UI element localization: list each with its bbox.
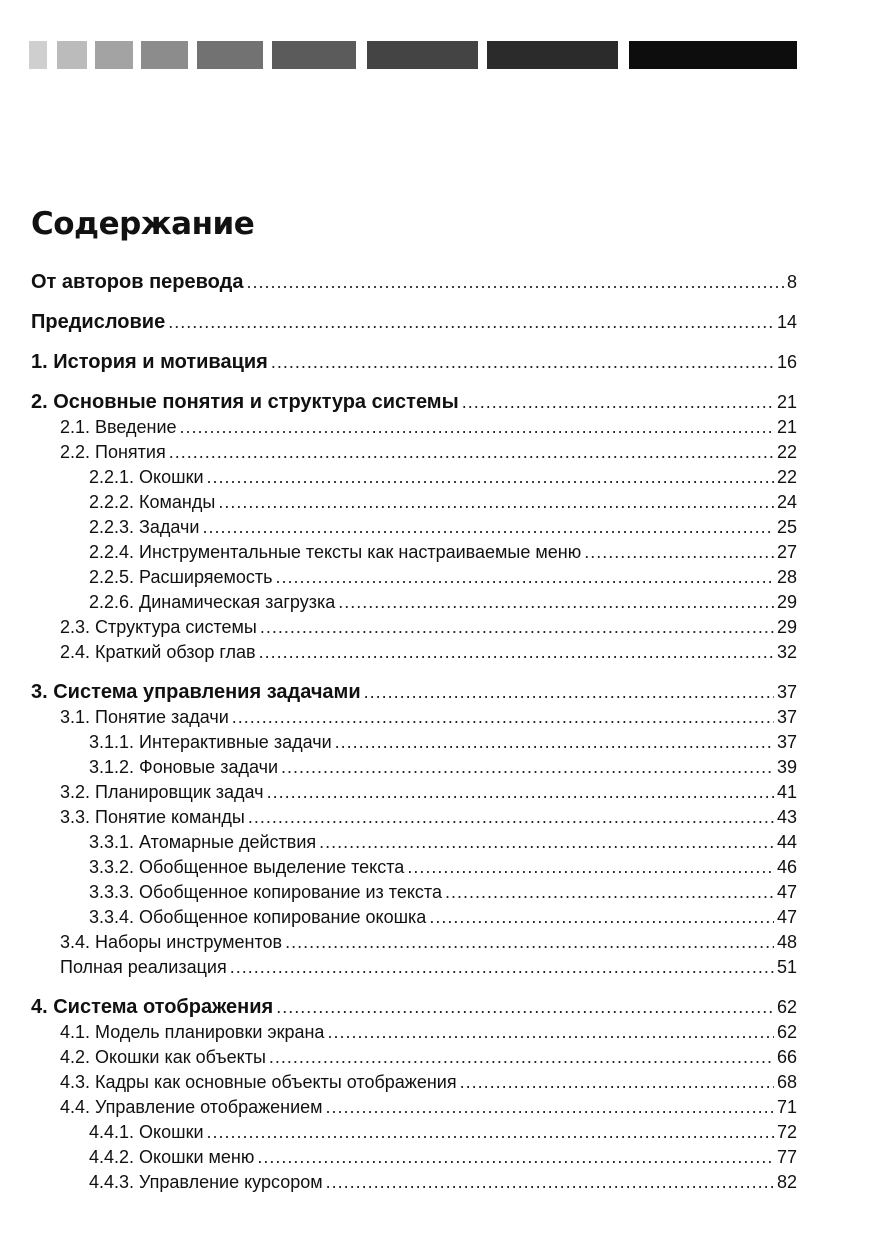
toc-page-number: 29 [776,592,797,612]
toc-page-number: 47 [776,882,797,902]
toc-dot-leader [364,680,774,705]
toc-section-entry[interactable] [31,1045,797,1070]
header-bar-segment [141,41,188,69]
toc-entry-title: 3.1.2. Фоновые задачи [89,757,279,777]
toc-page-number: 14 [776,312,797,332]
toc-dot-leader [462,390,774,415]
toc-page-number: 44 [776,832,797,852]
toc-section-entry[interactable] [31,805,797,830]
toc-dot-leader [338,590,774,615]
toc-page-number: 32 [776,642,797,662]
toc-section-entry[interactable] [31,830,797,855]
toc-dot-leader [276,565,774,590]
toc-dot-leader [269,1045,774,1070]
toc-chapter-entry[interactable] [31,995,797,1020]
toc-page-number: 25 [776,517,797,537]
toc-dot-leader [271,350,774,375]
toc-entry-title: 3.3.1. Атомарные действия [89,832,317,852]
toc-section-gap [31,335,797,350]
toc-dot-leader [257,1145,774,1170]
toc-entry-title: 2.2.2. Команды [89,492,216,512]
toc-page-number: 22 [776,442,797,462]
toc-dot-leader [207,1120,774,1145]
toc-page-number: 24 [776,492,797,512]
toc-dot-leader [281,755,774,780]
toc-dot-leader [180,415,774,440]
toc-section-entry[interactable] [31,465,797,490]
toc-dot-leader [584,540,774,565]
toc-section-entry[interactable] [31,705,797,730]
toc-page-number: 82 [776,1172,797,1192]
header-bar-segment [57,41,87,69]
toc-dot-leader [248,805,774,830]
toc-section-gap [31,375,797,390]
toc-dot-leader [285,930,774,955]
toc-entry-title: 2.1. Введение [60,417,177,437]
toc-section-entry[interactable] [31,905,797,930]
toc-section-entry[interactable] [31,855,797,880]
toc-section-entry[interactable] [31,490,797,515]
toc-entry-title: 2.4. Краткий обзор глав [60,642,256,662]
toc-entry-title: 2.2.6. Динамическая загрузка [89,592,336,612]
toc-entry-title: От авторов перевода [31,271,244,293]
header-bar-segment [29,41,47,69]
toc-section-entry[interactable] [31,780,797,805]
toc-section-entry[interactable] [31,1120,797,1145]
table-of-contents [31,270,797,1195]
toc-section-entry[interactable] [31,930,797,955]
toc-dot-leader [460,1070,774,1095]
toc-section-entry[interactable] [31,540,797,565]
toc-section-gap [31,295,797,310]
toc-entry-title: 4. Система отображения [31,996,274,1018]
toc-entry-title: 4.4.3. Управление курсором [89,1172,323,1192]
toc-section-gap [31,980,797,995]
toc-section-entry[interactable] [31,955,797,980]
toc-page-number: 62 [776,997,797,1017]
toc-section-entry[interactable] [31,1095,797,1120]
toc-section-entry[interactable] [31,590,797,615]
toc-entry-title: 4.4.1. Окошки [89,1122,204,1142]
toc-page-number: 47 [776,907,797,927]
toc-entry-title: 4.1. Модель планировки экрана [60,1022,325,1042]
toc-section-entry[interactable] [31,440,797,465]
toc-section-entry[interactable] [31,415,797,440]
toc-dot-leader [319,830,774,855]
header-bar-segment [197,41,263,69]
toc-entry-title: 4.2. Окошки как объекты [60,1047,266,1067]
toc-page-number: 68 [776,1072,797,1092]
header-bar-segment [272,41,356,69]
toc-page-number: 21 [776,417,797,437]
toc-page-number: 21 [776,392,797,412]
toc-entry-title: 3.4. Наборы инструментов [60,932,283,952]
toc-chapter-entry[interactable] [31,310,797,335]
header-bar-segment [367,41,478,69]
toc-dot-leader [276,995,774,1020]
toc-page-number: 29 [776,617,797,637]
toc-section-entry[interactable] [31,1070,797,1095]
toc-entry-title: 3.2. Планировщик задач [60,782,264,802]
toc-entry-title: 1. История и мотивация [31,351,268,373]
toc-page-number: 37 [776,682,797,702]
toc-dot-leader [202,515,773,540]
toc-entry-title: 2.2.1. Окошки [89,467,204,487]
toc-entry-title: 3.3. Понятие команды [60,807,245,827]
toc-section-entry[interactable] [31,615,797,640]
toc-entry-title: 3.1.1. Интерактивные задачи [89,732,332,752]
toc-entry-title: 4.4. Управление отображением [60,1097,323,1117]
toc-page-number: 37 [776,732,797,752]
toc-section-entry[interactable] [31,730,797,755]
toc-dot-leader [445,880,774,905]
toc-page-number: 41 [776,782,797,802]
toc-page-number: 16 [776,352,797,372]
toc-entry-title: 2. Основные понятия и структура системы [31,391,459,413]
toc-page-number: 39 [776,757,797,777]
header-bar-segment [629,41,797,69]
toc-section-entry[interactable] [31,1145,797,1170]
toc-dot-leader [207,465,774,490]
toc-page-number: 43 [776,807,797,827]
toc-entry-title: 2.2.5. Расширяемость [89,567,273,587]
toc-dot-leader [267,780,774,805]
toc-dot-leader [335,730,774,755]
toc-entry-title: 2.3. Структура системы [60,617,257,637]
toc-page-number: 37 [776,707,797,727]
header-bar-segment [95,41,133,69]
toc-dot-leader [230,955,774,980]
toc-chapter-entry[interactable] [31,350,797,375]
toc-section-entry[interactable] [31,565,797,590]
toc-dot-leader [232,705,774,730]
toc-entry-title: Полная реализация [60,957,227,977]
toc-chapter-entry[interactable] [31,390,797,415]
toc-dot-leader [168,310,774,335]
toc-entry-title: 2.2.4. Инструментальные тексты как настраиваемые меню [89,542,582,562]
toc-entry-title: 4.4.2. Окошки меню [89,1147,255,1167]
toc-page-number: 28 [776,567,797,587]
toc-dot-leader [429,905,774,930]
toc-entry-title: 3.3.2. Обобщенное выделение текста [89,857,405,877]
toc-page-number: 72 [776,1122,797,1142]
toc-section-entry[interactable] [31,1170,797,1195]
toc-page-number: 27 [776,542,797,562]
toc-chapter-entry[interactable] [31,680,797,705]
toc-dot-leader [169,440,774,465]
toc-dot-leader [327,1020,774,1045]
toc-page-number: 71 [776,1097,797,1117]
toc-section-entry[interactable] [31,1020,797,1045]
toc-page-number: 62 [776,1022,797,1042]
toc-entry-title: 3.1. Понятие задачи [60,707,229,727]
toc-dot-leader [260,615,774,640]
toc-entry-title: 2.2. Понятия [60,442,166,462]
toc-dot-leader [407,855,774,880]
toc-entry-title: 2.2.3. Задачи [89,517,200,537]
toc-dot-leader [326,1170,774,1195]
toc-page-number: 8 [786,272,797,292]
toc-entry-title: 3. Система управления задачами [31,681,361,703]
toc-section-entry[interactable] [31,755,797,780]
toc-page-number: 48 [776,932,797,952]
toc-dot-leader [218,490,774,515]
toc-entry-title: 3.3.4. Обобщенное копирование окошка [89,907,427,927]
toc-section-gap [31,665,797,680]
toc-section-entry[interactable] [31,640,797,665]
toc-section-entry[interactable] [31,880,797,905]
toc-entry-title: 4.3. Кадры как основные объекты отображения [60,1072,457,1092]
toc-page-number: 66 [776,1047,797,1067]
toc-entry-title: Предисловие [31,311,166,333]
page-title: Содержание [31,206,255,242]
header-bar-segment [487,41,618,69]
toc-page-number: 77 [776,1147,797,1167]
toc-dot-leader [259,640,774,665]
toc-page-number: 46 [776,857,797,877]
toc-page-number: 22 [776,467,797,487]
toc-chapter-entry[interactable] [31,270,797,295]
toc-dot-leader [246,270,784,295]
toc-dot-leader [326,1095,774,1120]
toc-section-entry[interactable] [31,515,797,540]
toc-entry-title: 3.3.3. Обобщенное копирование из текста [89,882,442,902]
toc-page-number: 51 [776,957,797,977]
